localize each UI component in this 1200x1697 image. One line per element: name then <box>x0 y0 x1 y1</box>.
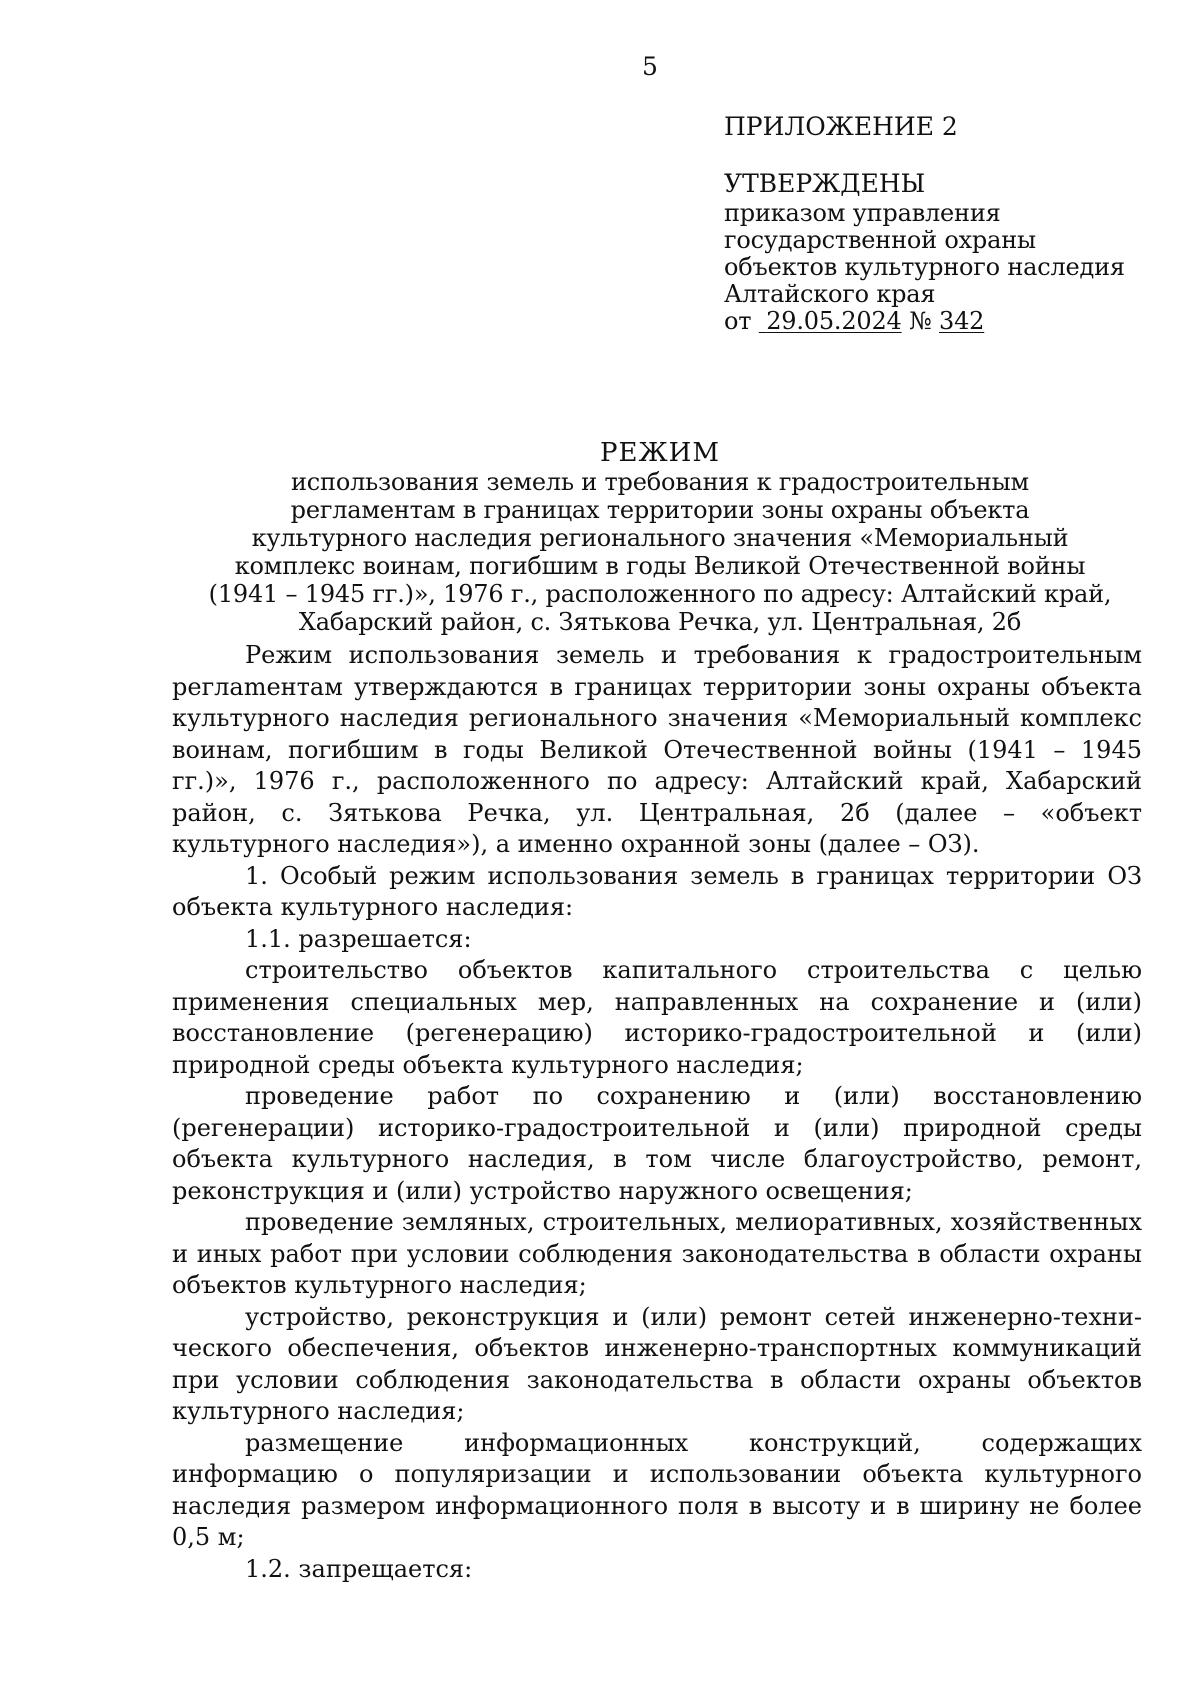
title-line: комплекс воинам, погибшим в годы Великой Отечественной войны <box>234 552 1086 580</box>
paragraph-intro: Режим использования земель и требования к градостроительным реглаmентам утверждаются в границах территории зоны охраны объекта культурного наследия регионального значения «Мемориальный комплекс воинам, погибшим в годы Великой Отечественной войны (1941 – 1945 гг.)», 1976 г., расположенного по адресу: Алтайский край, Хабарский район, с. Зятькова Речка, ул. Центральная, 2б (далее – «объект культурного наследия»), а именно охранной зоны (далее – ОЗ). <box>172 641 1142 858</box>
approval-line: государственной охраны <box>724 226 1036 254</box>
title-line: регламентам в границах территории зоны охраны объекта <box>290 496 1030 524</box>
approval-date-line <box>724 308 1164 335</box>
appendix-label: ПРИЛОЖЕНИЕ 2 <box>724 112 958 141</box>
title-heading: РЕЖИМ <box>600 438 720 468</box>
approval-block <box>724 112 1164 335</box>
paragraph-1-1: 1.1. разрешается: <box>245 924 472 953</box>
approval-line: приказом управления <box>724 199 1001 227</box>
document-body <box>172 640 1142 1585</box>
document-title <box>170 438 1150 636</box>
number-sign: № <box>909 307 932 335</box>
paragraph-item: проведение земляных, строительных, мелиоративных, хозяйственных и иных работ при условии соблюдения законодательства в области охраны объектов культурного наследия; <box>172 1208 1142 1299</box>
paragraph-1-2: 1.2. запрещается: <box>245 1554 473 1583</box>
title-line: использования земель и требования к градостроительным <box>291 468 1029 496</box>
approval-line: Алтайского края <box>724 280 936 308</box>
paragraph-item: устройство, реконструкция и (или) ремонт сетей инженерно-технического обеспечения, объектов инженерно-транспортных коммуникаций при условии соблюдения законодательства в области охраны объектов культурного наследия; <box>172 1302 1142 1425</box>
title-line: Хабарский район, с. Зятькова Речка, ул. Центральная, 2б <box>298 608 1022 636</box>
approved-label: УТВЕРЖДЕНЫ <box>724 169 926 198</box>
approval-date: 29.05.2024 <box>766 307 902 335</box>
paragraph-item: размещение информационных конструкций, содержащих информацию о популяризации и использовании объекта культурного наследия размером информационного поля в высоту и в ширину не более 0,5 м; <box>172 1428 1142 1551</box>
title-line: культурного наследия регионального значения «Мемориальный <box>251 524 1069 552</box>
date-prefix: от <box>724 307 752 335</box>
paragraph-item: строительство объектов капитального строительства с целью применения специальных мер, направленных на сохранение и (или) восстановление (регенерацию) историко-градостроительной и (или) природной среды объекта культурного наследия; <box>172 956 1142 1079</box>
page-number: 5 <box>642 52 658 81</box>
title-line: (1941 – 1945 гг.)», 1976 г., расположенного по адресу: Алтайский край, <box>208 580 1112 608</box>
paragraph-section-1: 1. Особый режим использования земель в границах территории ОЗ объекта культурного наследия: <box>172 861 1142 921</box>
approval-number: 342 <box>939 307 985 335</box>
paragraph-item: проведение работ по сохранению и (или) восстановлению (регенерации) историко-градостроительной и (или) природной среды объекта культурного наследия, в том числе благоустройство, ремонт, реконструкция и (или) устройство наружного освещения; <box>172 1082 1142 1205</box>
approval-line: объектов культурного наследия <box>724 253 1125 281</box>
